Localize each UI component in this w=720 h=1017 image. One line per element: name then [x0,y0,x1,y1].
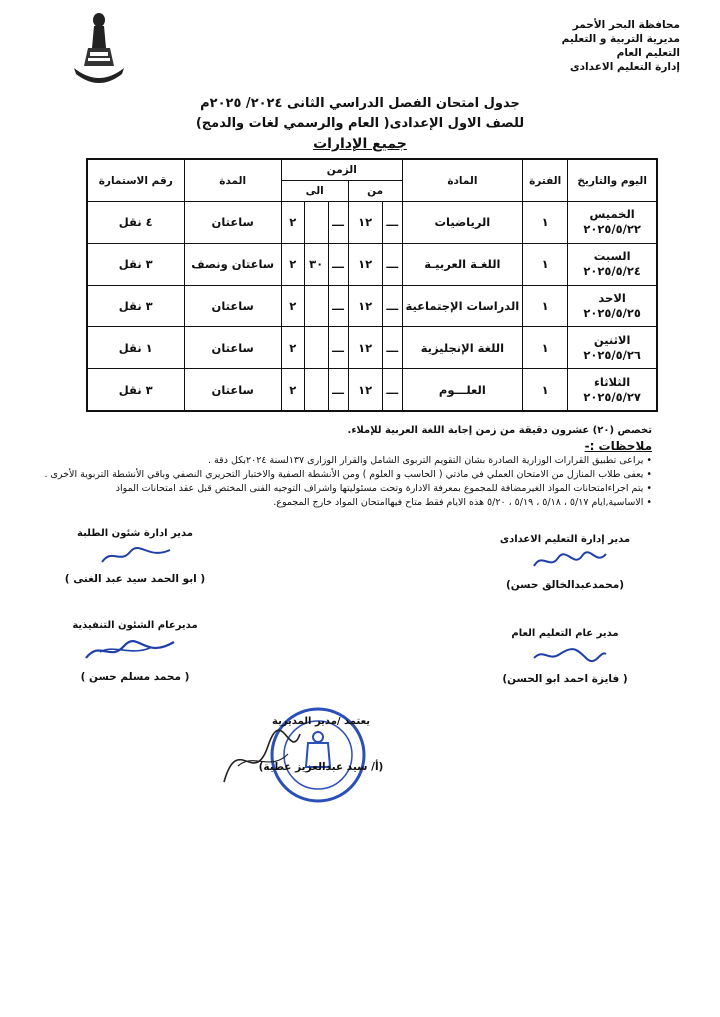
list-item: • يعفى طلاب المنازل من الامتحان العملي في مادتي ( الحاسب و العلوم ) ومن الأنشطة الصفية والاختبار التحريري النصفي وباقي الأنشطة التربوية الأخرى . [52,469,652,481]
signature-title: مدير إدارة التعليم الاعدادى [499,534,631,545]
authority-header [562,18,680,74]
signature-name: ( فايزة احمد ابو الحسن) [502,673,628,685]
day-date-cell [568,327,657,369]
day-name: الاثنين [593,332,631,347]
signature-block-general-ed [480,628,650,685]
subject-cell: العلـــوم [402,369,522,412]
to-hour-cell: ٢ [281,369,304,412]
period-cell: ١ [522,369,567,412]
notes-list [44,455,652,511]
day-date-cell [568,243,657,285]
ministry-logo-icon [68,8,130,84]
table-row [87,243,657,285]
schedule-title: جدول امتحان الفصل الدراسي الثانى ٢٠٢٤/ ٢٠٢٥م [200,96,520,111]
col-header-period: الفترة [522,159,567,202]
subject-cell: الدراسات الإجتماعية [402,285,522,327]
to-hour-cell: ٢ [281,243,304,285]
signature-name: (محمدعبدالخالق حسن) [505,579,625,591]
header-line: إدارة التعليم الاعدادى [570,61,680,73]
table-row [87,202,657,244]
header-line: محافظة البحر الأحمر [572,19,680,31]
exam-schedule-table [86,158,658,412]
duration-cell: ساعتان [184,369,281,412]
from-hour-cell: ١٢ [348,202,382,244]
signature-block-exec [50,620,220,683]
col-header-day: اليوم والتاريخ [568,159,657,202]
notes-heading: ملاحظات :- [584,439,652,453]
handwritten-signature-icon [80,632,180,668]
day-name: الخميس [589,207,635,222]
list-item: • يتم اجراءامتحانات المواد الغيرمضافة للمجموع بمعرفة الادارة وتحت مسئوليتها واشراف التوجيه الفنى المختص قبل عقد امتحانات المواد [52,483,652,495]
list-item: • يراعى تطبيق القرارات الوزارية الصادرة بشان التقويم التربوى الشامل والقرار الوزارى ١٣٧لسنة ٢٠٢٤بكل دقة . [52,455,652,467]
period-cell: ١ [522,327,567,369]
to-hour-cell: ٢ [281,202,304,244]
signature-name: (أ/ سيد عبدالعزيز عطية) [258,761,384,773]
handwritten-signature-icon [530,642,610,668]
header-line: مديرية التربية و التعليم [561,33,680,45]
form-cell: ٣ نقل [87,285,184,327]
signature-title: يعتمد /مدير المديرية [272,716,370,727]
subject-cell: الرياضيات [402,202,522,244]
duration-cell: ساعتان [184,285,281,327]
form-cell: ٣ نقل [87,369,184,412]
day-name: السبت [593,249,631,264]
exam-date: ٢٠٢٥/٥/٢٧ [583,389,641,404]
to-minute-cell [304,327,328,369]
from-hour-cell: ١٢ [348,369,382,412]
to-minute-cell: ٣٠ [304,243,328,285]
exam-date: ٢٠٢٥/٥/٢٢ [583,222,641,237]
signature-block-ed-director [480,534,650,591]
subject-cell: اللغـة العربيـة [402,243,522,285]
dash-cell: ـــ [382,243,402,285]
form-cell: ٤ نقل [87,202,184,244]
col-header-to: الى [281,181,348,202]
exam-date: ٢٠٢٥/٥/٢٦ [583,347,641,362]
table-row [87,369,657,412]
dash-cell: ـــ [328,243,348,285]
day-date-cell [568,202,657,244]
from-hour-cell: ١٢ [348,327,382,369]
form-cell: ٣ نقل [87,243,184,285]
subject-cell: اللغة الإنجليزية [402,327,522,369]
to-hour-cell: ٢ [281,327,304,369]
duration-cell: ساعتان [184,327,281,369]
signature-title: مدير عام التعليم العام [511,628,619,639]
dash-cell: ـــ [382,285,402,327]
day-name: الثلاثاء [594,374,631,389]
dash-cell: ـــ [382,369,402,412]
day-date-cell [568,285,657,327]
to-minute-cell [304,369,328,412]
dash-cell: ـــ [328,202,348,244]
signature-title: مدير ادارة شئون الطلبة [77,528,193,539]
signature-block-affairs-director [50,528,220,585]
dash-cell: ـــ [382,202,402,244]
departments-subtitle: جميع الإدارات [313,136,407,152]
dash-cell: ـــ [328,327,348,369]
signature-title: مديرعام الشئون التنفيذية [72,620,198,631]
col-header-time: الزمن [281,159,402,181]
col-header-subject: المادة [402,159,522,202]
to-minute-cell [304,202,328,244]
dash-cell: ـــ [328,369,348,412]
from-hour-cell: ١٢ [348,243,382,285]
header-line: التعليم العام [616,47,680,59]
grade-subtitle: للصف الاول الإعدادى( العام والرسمي لغات والدمج) [195,116,525,131]
table-row [87,285,657,327]
day-name: الاحد [598,290,626,305]
form-cell: ١ نقل [87,327,184,369]
period-cell: ١ [522,285,567,327]
exam-date: ٢٠٢٥/٥/٢٤ [583,264,641,279]
dash-cell: ـــ [328,285,348,327]
signature-name: ( ابو الحمد سيد عبد الغنى ) [64,573,206,585]
period-cell: ١ [522,243,567,285]
duration-cell: ساعتان ونصف [184,243,281,285]
col-header-duration: المدة [184,159,281,202]
col-header-form: رقم الاستمارة [87,159,184,202]
signature-name: ( محمد مسلم حسن ) [80,671,190,683]
from-hour-cell: ١٢ [348,285,382,327]
col-header-from: من [348,181,402,202]
handwritten-signature-icon [530,548,610,574]
duration-cell: ساعتان [184,202,281,244]
dictation-note: تخصص (٢٠) عشرون دقيقة من زمن إجابة اللغة العربية للإملاء. [347,425,652,436]
table-row [87,327,657,369]
day-date-cell [568,369,657,412]
to-minute-cell [304,285,328,327]
list-item: • الاساسية,ايام ٥/١٧ ، ٥/١٨ ، ٥/١٩ ، ٥/٢٠ هذه الايام فقط متاح فيهاامتحان المواد خارج المجموع. [52,497,652,509]
period-cell: ١ [522,202,567,244]
handwritten-signature-icon [214,722,304,792]
handwritten-signature-icon [96,542,176,568]
exam-date: ٢٠٢٥/٥/٢٥ [583,305,641,320]
dash-cell: ـــ [382,327,402,369]
to-hour-cell: ٢ [281,285,304,327]
